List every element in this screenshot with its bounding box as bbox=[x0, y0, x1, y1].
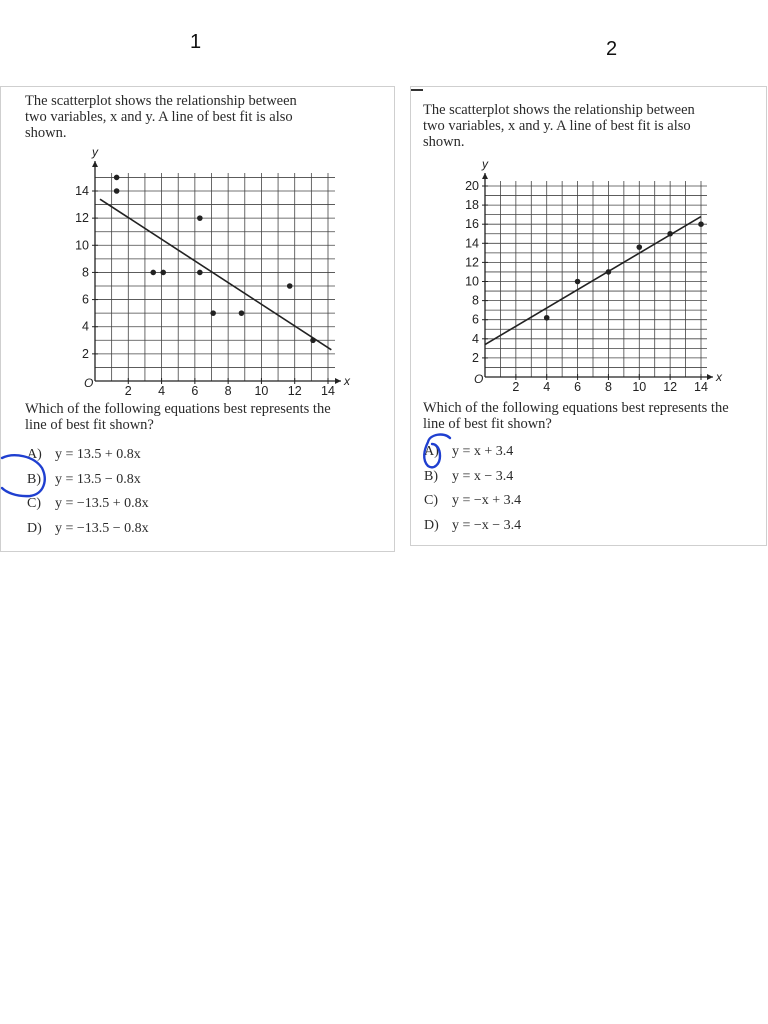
origin-label: O bbox=[84, 376, 94, 390]
y-tick-label: 10 bbox=[465, 274, 479, 289]
y-tick-label: 8 bbox=[472, 293, 479, 308]
x-axis-arrow bbox=[335, 378, 341, 384]
y-tick-label: 6 bbox=[472, 312, 479, 327]
x-tick-label: 14 bbox=[694, 380, 708, 394]
y-axis-label: y bbox=[92, 145, 98, 159]
y-axis-label: y bbox=[482, 157, 488, 171]
data-point bbox=[698, 221, 704, 227]
data-point bbox=[114, 175, 120, 181]
choice-c[interactable]: C) y = −x + 3.4 bbox=[424, 493, 522, 509]
y-tick-label: 18 bbox=[465, 198, 479, 213]
data-point bbox=[575, 279, 581, 285]
scatterplot-1 bbox=[1, 87, 396, 397]
choice-d[interactable]: D) y = −13.5 − 0.8x bbox=[27, 520, 149, 536]
answer-choices bbox=[424, 440, 521, 538]
prompt-text: The scatterplot shows the relationship between two variables, x and y. A line of best fit is also shown. bbox=[423, 102, 695, 150]
choice-a[interactable]: A) y = x + 3.4 bbox=[424, 444, 514, 460]
y-tick-label: 6 bbox=[82, 292, 89, 307]
x-axis-label: x bbox=[716, 370, 722, 384]
page-number-2: 2 bbox=[606, 38, 618, 60]
data-point bbox=[150, 270, 156, 276]
y-tick-label: 16 bbox=[465, 217, 479, 232]
data-point bbox=[287, 283, 293, 289]
choice-b[interactable]: B) y = x − 3.4 bbox=[424, 468, 514, 484]
x-tick-label: 6 bbox=[191, 384, 199, 398]
y-tick-label: 8 bbox=[82, 265, 89, 280]
data-point bbox=[197, 215, 203, 221]
x-tick-label: 14 bbox=[321, 384, 335, 398]
y-tick-label: 12 bbox=[465, 255, 479, 270]
data-point bbox=[197, 270, 203, 276]
x-tick-label: 8 bbox=[224, 384, 232, 398]
y-axis-arrow bbox=[92, 161, 98, 167]
y-tick-label: 14 bbox=[465, 236, 479, 251]
data-point bbox=[636, 244, 642, 250]
choice-b[interactable]: B) y = 13.5 − 0.8x bbox=[27, 471, 141, 487]
y-axis-arrow bbox=[482, 173, 488, 179]
question-text: Which of the following equations best represents the line of best fit shown? bbox=[423, 400, 729, 432]
x-tick-label: 10 bbox=[254, 384, 269, 398]
y-tick-label: 12 bbox=[75, 211, 89, 226]
choice-a[interactable]: A) y = 13.5 + 0.8x bbox=[27, 447, 141, 463]
x-tick-label: 10 bbox=[632, 380, 647, 394]
choice-c[interactable]: C) y = −13.5 + 0.8x bbox=[27, 496, 149, 512]
data-point bbox=[606, 269, 612, 275]
best-fit-line bbox=[100, 199, 331, 350]
data-point bbox=[667, 231, 673, 237]
scatterplot-2 bbox=[411, 87, 768, 397]
y-tick-label: 2 bbox=[82, 346, 89, 361]
y-tick-label: 10 bbox=[75, 238, 89, 253]
question-card-2 bbox=[410, 86, 767, 546]
x-tick-label: 4 bbox=[158, 384, 166, 398]
data-point bbox=[210, 310, 216, 316]
answer-choices bbox=[27, 443, 149, 541]
x-tick-label: 2 bbox=[124, 384, 132, 398]
y-tick-label: 4 bbox=[472, 331, 479, 346]
data-point bbox=[114, 188, 120, 194]
x-axis-label: x bbox=[344, 374, 350, 388]
data-point bbox=[160, 270, 166, 276]
question-card-1 bbox=[0, 86, 395, 552]
prompt-text: The scatterplot shows the relationship between two variables, x and y. A line of best fit is also shown. bbox=[25, 93, 297, 141]
y-tick-label: 2 bbox=[472, 350, 479, 365]
x-tick-label: 2 bbox=[512, 380, 520, 394]
y-tick-label: 4 bbox=[82, 319, 89, 334]
question-text: Which of the following equations best represents the line of best fit shown? bbox=[25, 401, 331, 433]
x-tick-label: 4 bbox=[543, 380, 551, 394]
y-tick-label: 20 bbox=[465, 179, 479, 193]
origin-label: O bbox=[474, 372, 484, 386]
data-point bbox=[239, 310, 245, 316]
x-tick-label: 12 bbox=[287, 384, 302, 398]
x-tick-label: 6 bbox=[574, 380, 582, 394]
x-tick-label: 12 bbox=[663, 380, 678, 394]
y-tick-label: 14 bbox=[75, 184, 89, 198]
page-number-1: 1 bbox=[190, 31, 202, 53]
choice-d[interactable]: D) y = −x − 3.4 bbox=[424, 517, 522, 533]
data-point bbox=[544, 315, 550, 321]
x-tick-label: 8 bbox=[604, 380, 612, 394]
data-point bbox=[310, 337, 316, 343]
